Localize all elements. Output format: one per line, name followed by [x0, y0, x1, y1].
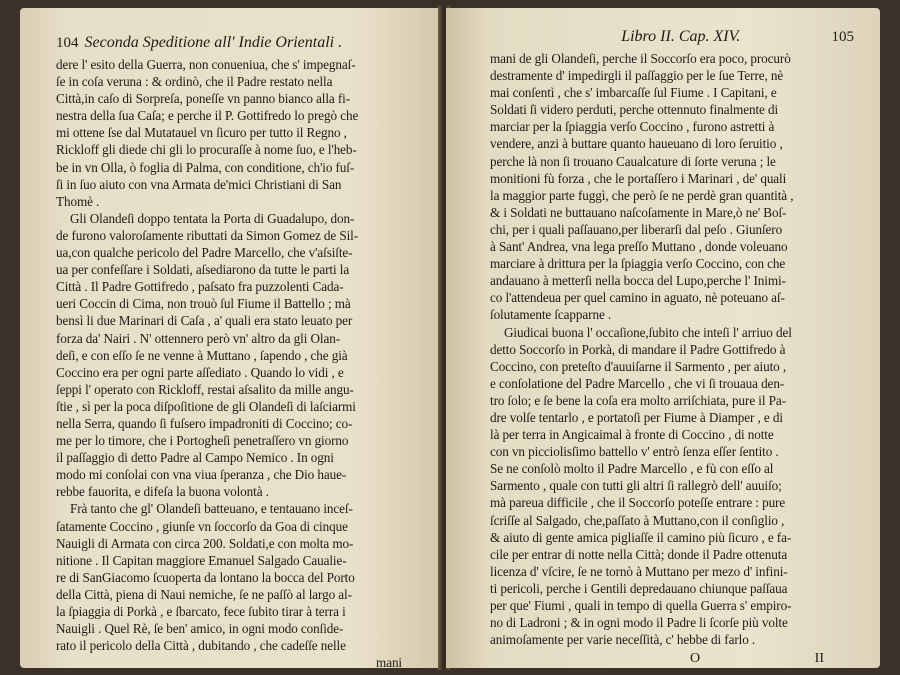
left-running-head [56, 34, 422, 52]
text-line: cile per entrar di notte nella Città; donde il Padre ottenuta [490, 546, 788, 562]
text-line: ua,con qualche pericolo del Padre Marcello, che v'aſsiſte- [56, 245, 353, 261]
text-line: re di SanGiacomo ſcuoperta da lontano la bocca del Porto [56, 569, 355, 585]
text-line: co l'attendeua per quel camino in aguato, nè poteuano aſ- [490, 290, 785, 306]
text-line: destramente d' impedirgli il paſſaggio per le ſue Terre, nè [490, 68, 784, 84]
text-line: vendere, anzi à buttare quanto haueuano di loro ſeruitio , [490, 136, 783, 152]
text-line: della Città, piena di Naui nemiche, ſe ne paſſò al largo al- [56, 586, 352, 602]
text-line: Giudicai buona l' occaſione,ſubito che inteſi l' arriuo del [504, 324, 792, 340]
text-line: Coccino era per ogni parte aſſediato . Quando lo vidi , e [56, 364, 344, 380]
text-line: dere l' esito della Guerra, non conueniua, che s' impegnaſ- [56, 57, 356, 72]
text-line: andauano à metterſi nella bocca del Lupo,perche l' Inimi- [490, 273, 786, 289]
text-line: animoſamente per varie neceſſità, c' hebbe di farlo . [490, 632, 756, 648]
left-page-body [56, 56, 422, 654]
text-line: ſtie , sì per la poca diſpoſitione de gli Olandeſi di laſciarmi [56, 398, 356, 414]
text-line: forza da' Nairi . N' ottennero però vn' altro da gli Olan- [56, 330, 341, 346]
text-line: ueri Coccin di Cima, non trouò ſul Fiume il Battello ; mà [56, 296, 351, 312]
text-line: marciare à drittura per la ſpiaggia verſo Coccino, con che [490, 256, 786, 272]
text-line: monitioni fù forza , che le portaſſero i Marinari , de' quali [490, 170, 787, 186]
text-line: dre volſe tentarlo , e portatoſi per Fiume à Diamper , e di [490, 409, 783, 425]
text-line: ti pericoli, perche i Gentili depredauano chiunque paſſaua [490, 580, 788, 596]
text-line: Soldati ſi videro perduti, perche ottennuto finalmente di [490, 102, 779, 118]
text-line: & aiuto di gente amica pigliaſſe il camino più ſicuro , e fa- [490, 529, 792, 545]
text-line: Se ne conſolò molto il Padre Marcello , e fù con eſſo al [490, 461, 774, 477]
text-line: per que' Fiumi , quali in tempo di quella Guerra s' empiro- [490, 598, 792, 613]
text-line: & i Soldati ne buttauano naſcoſamente in Mare,ò ne' Boſ- [490, 204, 787, 220]
left-page [20, 8, 440, 668]
text-line: bensì li due Marinari di Caſa , a' quali era stato leuato per [56, 313, 353, 329]
text-line: ſe in coſa veruna : & ordinò, che il Padre restato nella [56, 74, 333, 90]
right-page [446, 8, 880, 668]
text-line: deſi, e con eſſo ſe ne venne à Muttano , ſapendo , che già [56, 347, 348, 363]
text-line: ſi in ſuo aiuto con vna Armata de'mici Christiani di San [56, 176, 342, 192]
left-running-title: Seconda Speditione all' Indie Orientali . [84, 34, 343, 51]
text-line: rato il pericolo della Città , dubitando , che cadeſſe nelle [56, 638, 346, 654]
right-page-body [490, 50, 854, 648]
text-line: Frà tanto che gl' Olandeſi batteuano, e tentauano inceſ- [70, 501, 353, 517]
text-line: la maggior parte fuggì, che però ſe ne perdè gran quantità , [490, 187, 794, 203]
text-line: be in vn Olla, ò foglia di Palma, con conditione, ch'io fuſ- [56, 159, 355, 175]
right-running-head [490, 28, 854, 46]
text-line: mai conſentì , che s' imbarcaſſe ſul Fiume . I Capitani, e [490, 85, 777, 101]
text-line: Città,in caſo di Sorpreſa, poneſſe vn panno bianco alla fi- [56, 91, 351, 107]
text-line: la ſpiaggia di Porkà , e ſbarcato, fece ſubito tirar à terra i [56, 604, 346, 619]
text-line: ſolutamente ſcapparne . [490, 307, 612, 323]
right-page-footer [490, 648, 854, 667]
left-page-number: 104 [56, 35, 79, 51]
text-line: nestra della ſua Caſa; e perche il P. Gottifredo lo pregò che [56, 108, 359, 124]
text-line: ſcriſſe al Salgado, che,paſſato à Muttano,con il conſiglio , [490, 512, 785, 528]
text-line: Nauigli . Quel Rè, ſe ben' amico, in ogni modo conſide- [56, 621, 344, 637]
signature-mark: O [690, 651, 701, 667]
text-line: Città . Il Padre Gottifredo , paſsato fra puzzolenti Cada- [56, 279, 344, 295]
text-line: ſeppi l' operato con Rickloff, restai aſsalito da mille angu- [56, 381, 354, 397]
text-line: nitione . Il Capitan maggiore Emanuel Salgado Caualie- [56, 552, 347, 568]
text-line: rebbe fauorita, e difeſa la buona volontà . [56, 484, 269, 500]
text-line: Gli Olandeſi doppo tentata la Porta di Guadalupo, don- [70, 210, 355, 226]
text-line: marciar per la ſpiaggia verſo Coccino , furono astretti à [490, 119, 775, 135]
text-line: licenza d' vſcire, ſe ne tornò à Muttano per mezo d' infini- [490, 563, 788, 579]
text-line: Nauigli di Armata con circa 200. Soldati,e con molta mo- [56, 535, 354, 551]
right-page-number: 105 [831, 29, 854, 45]
text-line: mi ottene ſse dal Mutatauel vn ſicuro per tutto il Regno , [56, 125, 347, 141]
text-line: detto Soccorſo in Porkà, di mandare il Padre Gottifredo à [490, 341, 786, 357]
text-line: Thomè . [56, 193, 100, 209]
left-catchword: mani [376, 655, 402, 668]
text-line: de furono valoroſamente ributtati da Simon Gomez de Sil- [56, 227, 359, 243]
text-line: perche là non ſi trouano Caualcature di ſorte veruna ; le [490, 153, 776, 169]
text-line: ſatamente Coccino , giunſe vn ſoccorſo da Goa di cinque [56, 518, 348, 534]
text-line: nella Serra, quando ſi fuſsero impadroniti di Coccino; co- [56, 415, 353, 431]
text-line: mà pareua difficile , che il Soccorſo poteſſe entrare : pure [490, 495, 786, 511]
text-line: chi, per i quali paſſauano,per liberarſi dal peſo . Giunſero [490, 221, 783, 237]
right-running-title: Libro II. Cap. XIV. [621, 28, 741, 45]
text-line: e conſolatione del Padre Marcello , che vi ſi trouaua den- [490, 375, 785, 391]
right-catchword: II [814, 651, 824, 667]
text-line: Rickloff gli diede chi gli lo procuraſſe à nome ſuo, e l'heb- [56, 142, 357, 158]
text-line: il paſſaggio di detto Padre al Campo Nemico . In ogni [56, 450, 334, 466]
text-line: Coccino, con preteſto d'auuiſarne il Sarmento , per aiuto , [490, 358, 787, 374]
text-line: tro ſolo; e ſe bene la coſa era molto arriſchiata, pure il Pa- [490, 392, 786, 408]
text-line: à Sant' Andrea, vna lega preſſo Muttano , donde voleuano [490, 239, 788, 255]
text-line: no di Ladroni ; & in ogni modo il Padre li ſcorſe più volte [490, 615, 788, 631]
text-line: là per terra in Angicaimal à fronte di Coccino , di notte [490, 427, 774, 443]
text-line: ua per confeſſare i Soldati, aſsediarono da tutte le parti la [56, 262, 350, 278]
text-line: modo mi conſolai con vna viua ſperanza , che Dio haue- [56, 467, 347, 483]
text-line: me per lo timore, che i Portogheſi penetraſſero vn giorno [56, 433, 349, 449]
text-line: mani de gli Olandeſi, perche il Soccorſo era poco, procurò [490, 51, 791, 66]
text-line: con vn picciolisſimo battello v' entrò ſenza eſſer ſentito . [490, 444, 779, 460]
text-line: Sarmento , quale con tutti gli altri ſi rallegrò dell' auuiſo; [490, 478, 782, 494]
